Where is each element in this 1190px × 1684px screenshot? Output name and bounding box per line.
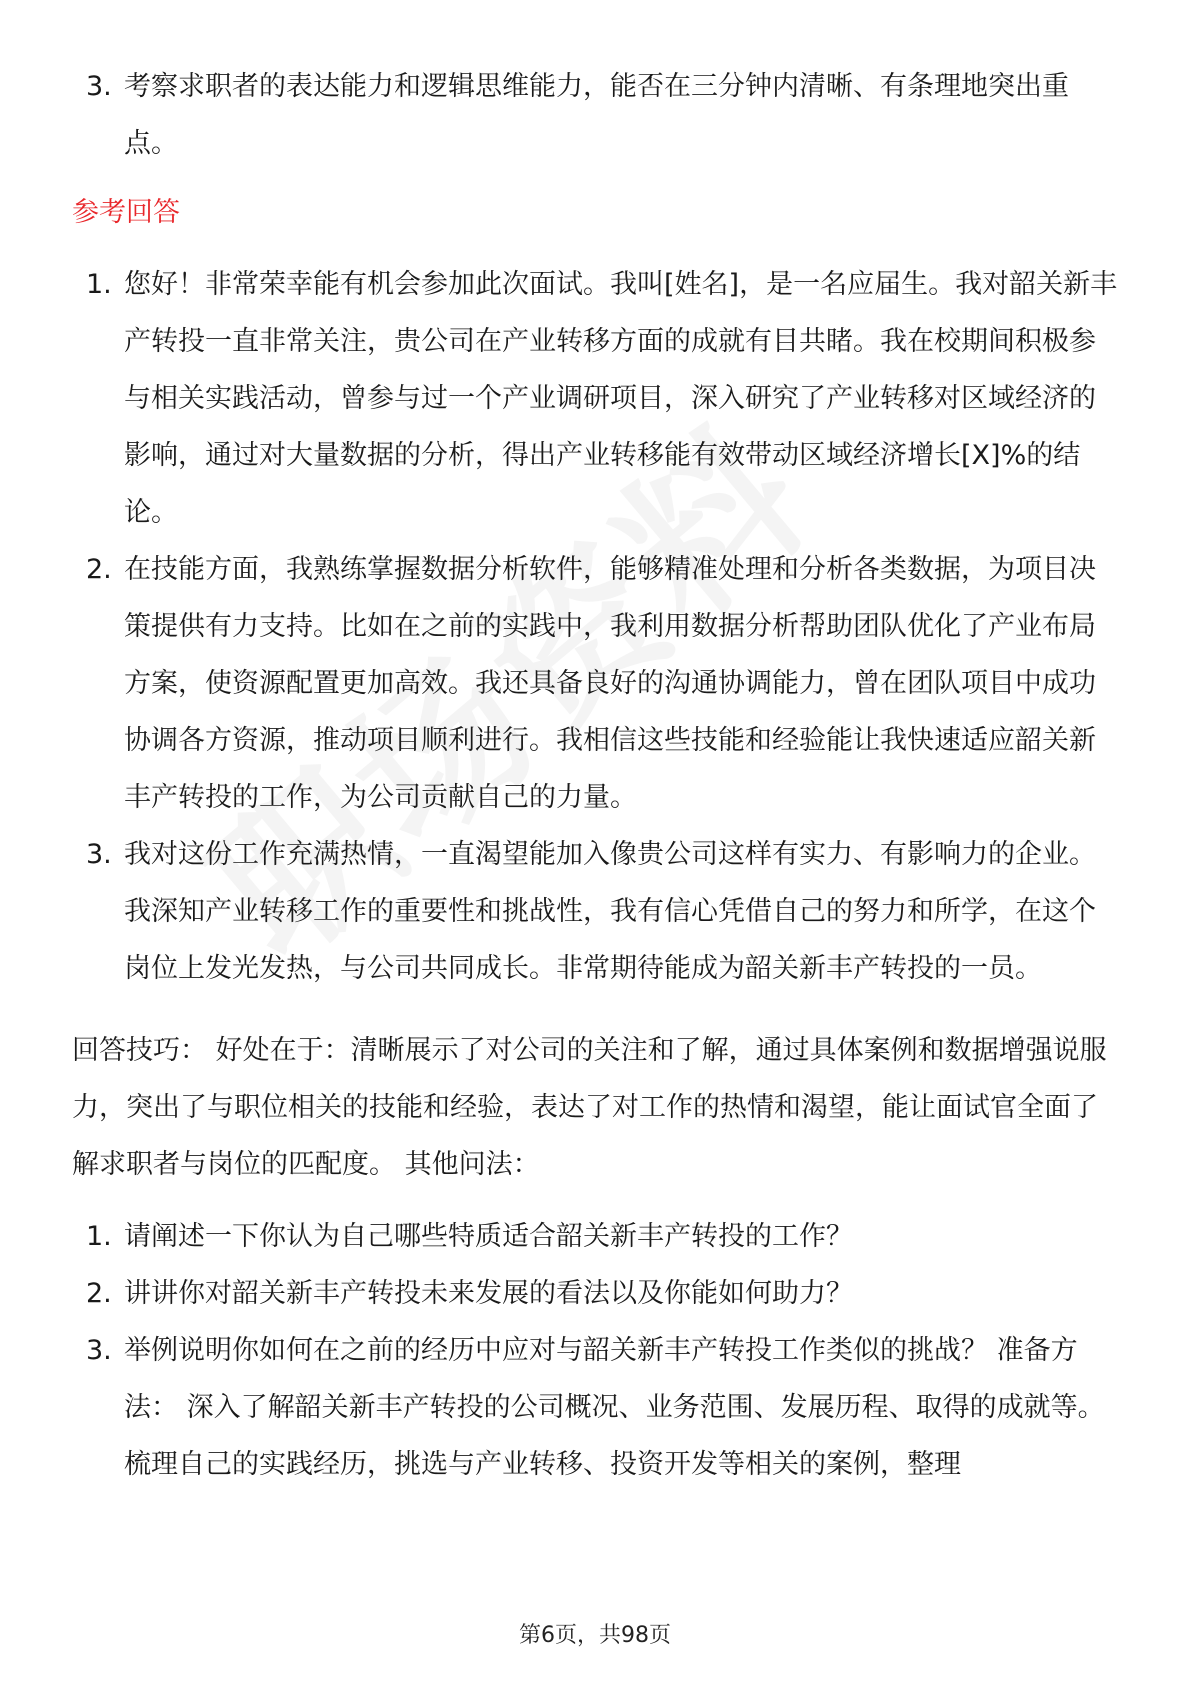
list-item: [72, 1208, 1118, 1265]
other-questions-list: [72, 1208, 1118, 1493]
page-footer: 第6页，共98页: [519, 1623, 671, 1648]
list-text: 您好！非常荣幸能有机会参加此次面试。我叫[姓名]，是一名应届生。我对韶关新丰产转投一直非常关注，贵公司在产业转移方面的成就有目共睹。我在校期间积极参与相关实践活动，曾参与过一个产业调研项目，深入研究了产业转移对区域经济的影响，通过对大量数据的分析，得出产业转移能有效带动区域经济增长[X]%的结论。: [124, 269, 1118, 528]
list-number: 3.: [86, 1335, 112, 1366]
list-text: 我对这份工作充满热情，一直渴望能加入像贵公司这样有实力、有影响力的企业。我深知产业转移工作的重要性和挑战性，我有信心凭借自己的努力和所学，在这个岗位上发光发热，与公司共同成长。非常期待能成为韶关新丰产转投的一员。: [124, 839, 1096, 984]
section-title: 参考回答: [72, 197, 180, 228]
list-text: 讲讲你对韶关新丰产转投未来发展的看法以及你能如何助力？: [124, 1278, 853, 1309]
list-number: 1.: [86, 269, 112, 300]
list-number: 3.: [86, 839, 112, 870]
list-item: [72, 58, 1118, 172]
list-number: 1.: [86, 1221, 112, 1252]
list-text: 考察求职者的表达能力和逻辑思维能力，能否在三分钟内清晰、有条理地突出重点。: [124, 71, 1069, 159]
intro-list: [72, 58, 1118, 172]
list-number: 3.: [86, 71, 112, 102]
list-number: 2.: [86, 554, 112, 585]
list-item: [72, 1265, 1118, 1322]
tips-paragraph: 回答技巧： 好处在于：清晰展示了对公司的关注和了解，通过具体案例和数据增强说服力，突出了与职位相关的技能和经验，表达了对工作的热情和渴望，能让面试官全面了解求职者与岗位的匹配度。 其他问法：: [72, 1035, 1107, 1180]
list-number: 2.: [86, 1278, 112, 1309]
list-item: [72, 826, 1118, 997]
list-item: [72, 256, 1118, 541]
list-text: 举例说明你如何在之前的经历中应对与韶关新丰产转投工作类似的挑战？ 准备方法： 深入了解韶关新丰产转投的公司概况、业务范围、发展历程、取得的成就等。梳理自己的实践经历，挑选与产业转移、投资开发等相关的案例，整理: [124, 1335, 1105, 1480]
list-text: 在技能方面，我熟练掌握数据分析软件，能够精准处理和分析各类数据，为项目决策提供有力支持。比如在之前的实践中，我利用数据分析帮助团队优化了产业布局方案，使资源配置更加高效。我还具备良好的沟通协调能力，曾在团队项目中成功协调各方资源，推动项目顺利进行。我相信这些技能和经验能让我快速适应韶关新丰产转投的工作，为公司贡献自己的力量。: [124, 554, 1096, 813]
page-content: [72, 58, 1118, 1493]
list-item: [72, 541, 1118, 826]
list-item: [72, 1322, 1118, 1493]
list-text: 请阐述一下你认为自己哪些特质适合韶关新丰产转投的工作？: [124, 1221, 853, 1252]
reference-list: [72, 256, 1118, 997]
